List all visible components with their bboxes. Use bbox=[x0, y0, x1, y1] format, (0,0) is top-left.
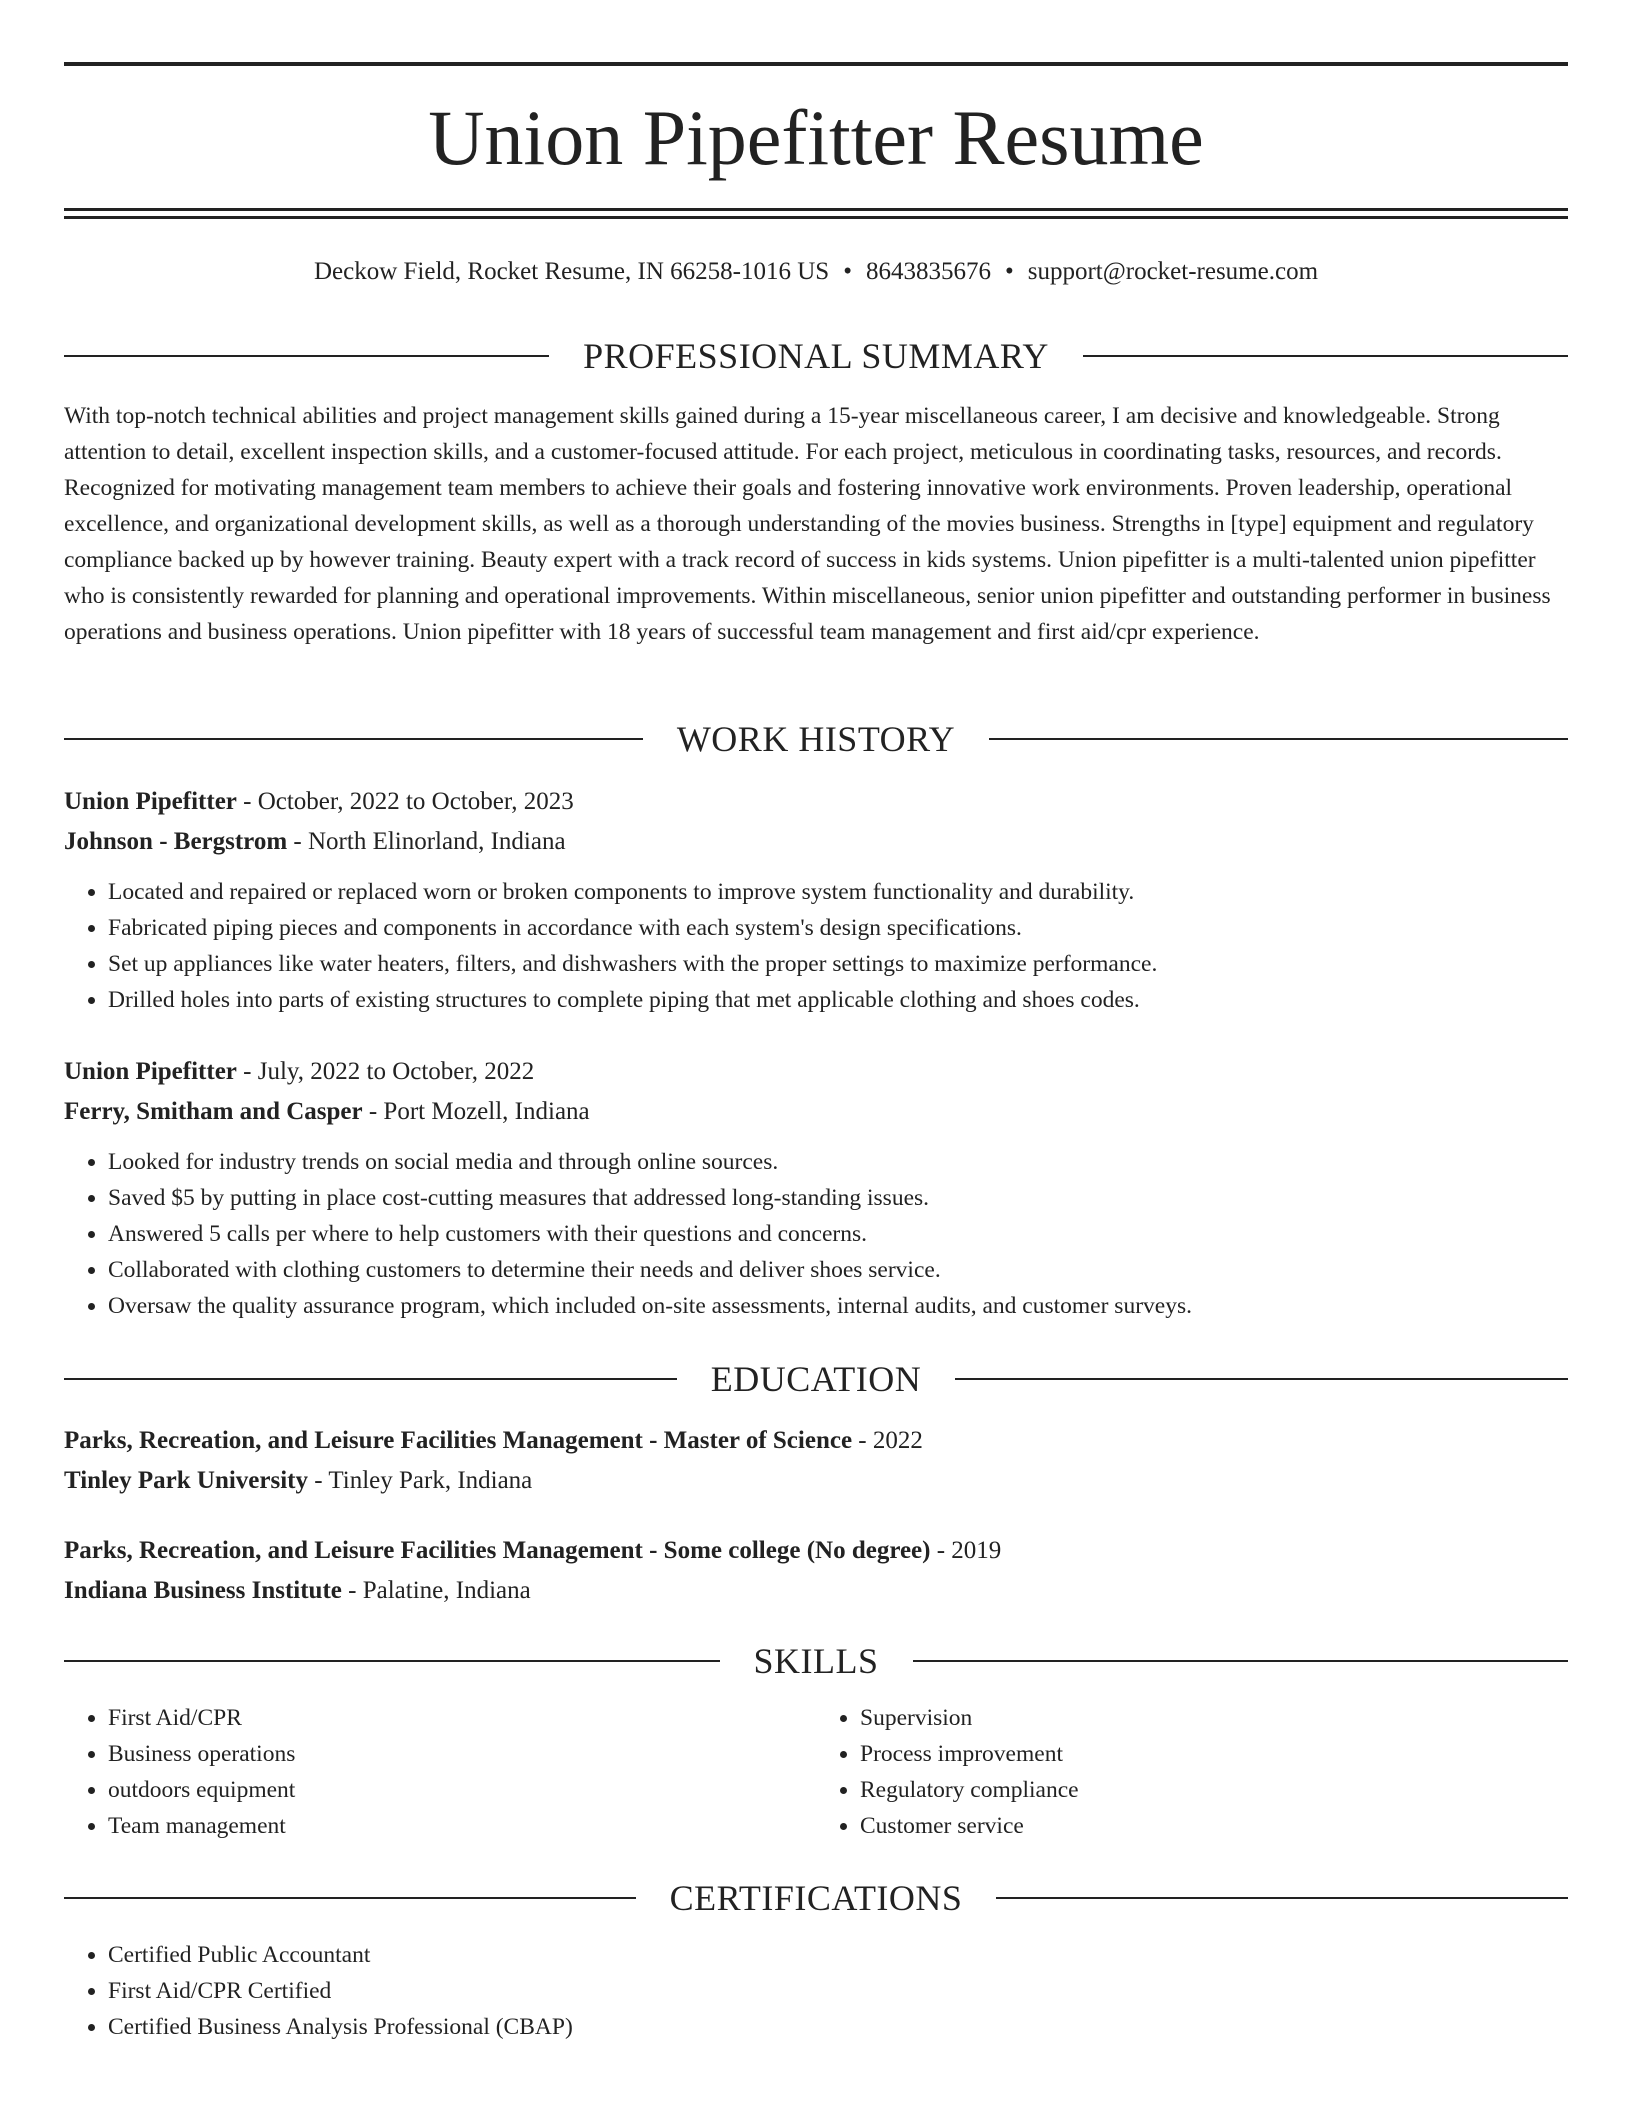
skills-column-right bbox=[816, 1700, 1568, 1844]
skill-item: • Supervision bbox=[860, 1700, 1568, 1736]
job-bullets bbox=[64, 1144, 1568, 1324]
top-rule bbox=[64, 62, 1568, 66]
title-rule-upper bbox=[64, 208, 1568, 211]
job-dates: - July, 2022 to October, 2022 bbox=[236, 1058, 535, 1085]
contact-phone: 8643835676 bbox=[865, 258, 991, 285]
degree-line bbox=[64, 1421, 1568, 1461]
job-entry bbox=[64, 782, 1568, 1018]
section-header-education bbox=[64, 1355, 1568, 1403]
divider bbox=[913, 1660, 1569, 1662]
section-title-education: EDUCATION bbox=[710, 1359, 922, 1399]
section-title-certifications: CERTIFICATIONS bbox=[669, 1878, 963, 1918]
school-name: Tinley Park University bbox=[64, 1467, 308, 1494]
section-title-skills: SKILLS bbox=[753, 1641, 879, 1681]
job-bullets bbox=[64, 874, 1568, 1018]
job-bullet: • Collaborated with clothing customers to determine their needs and deliver shoes service. bbox=[108, 1252, 1568, 1288]
job-bullet: • Saved $5 by putting in place cost-cutting measures that addressed long-standing issues. bbox=[108, 1180, 1568, 1216]
degree-line bbox=[64, 1531, 1568, 1571]
title-rule-lower bbox=[64, 216, 1568, 219]
job-company-line bbox=[64, 1092, 1568, 1132]
job-title-line bbox=[64, 1052, 1568, 1092]
contact-email: support@rocket-resume.com bbox=[1027, 258, 1319, 285]
degree-name: Parks, Recreation, and Leisure Facilities Management - Master of Science bbox=[64, 1427, 853, 1454]
degree-name: Parks, Recreation, and Leisure Facilities Management - Some college (No degree) bbox=[64, 1537, 931, 1564]
job-title: Union Pipefitter bbox=[64, 788, 237, 815]
skill-item: • First Aid/CPR bbox=[108, 1700, 816, 1736]
skill-item: • Business operations bbox=[108, 1736, 816, 1772]
skill-item: • Process improvement bbox=[860, 1736, 1568, 1772]
divider bbox=[64, 355, 549, 357]
job-title: Union Pipefitter bbox=[64, 1058, 237, 1085]
job-title-line bbox=[64, 782, 1568, 822]
degree-year: - 2022 bbox=[852, 1427, 923, 1454]
certifications-bullets bbox=[64, 1937, 1568, 2045]
skill-item: • outdoors equipment bbox=[108, 1772, 816, 1808]
job-bullet: • Oversaw the quality assurance program, which included on-site assessments, internal audits, and customer surveys. bbox=[108, 1288, 1568, 1324]
job-company: Johnson - Bergstrom bbox=[64, 828, 288, 855]
job-bullet: • Drilled holes into parts of existing structures to complete piping that met applicable clothing and shoes codes. bbox=[108, 982, 1568, 1018]
divider bbox=[955, 1378, 1568, 1380]
education-entry bbox=[64, 1421, 1568, 1501]
job-company: Ferry, Smitham and Casper bbox=[64, 1098, 363, 1125]
school-location: - Palatine, Indiana bbox=[341, 1577, 531, 1604]
education-entry bbox=[64, 1531, 1568, 1611]
skill-item: • Customer service bbox=[860, 1808, 1568, 1844]
contact-address: Deckow Field, Rocket Resume, IN 66258-1016 US bbox=[313, 258, 830, 285]
summary-block bbox=[64, 398, 1568, 650]
job-bullet: • Set up appliances like water heaters, filters, and dishwashers with the proper settings to maximize performance. bbox=[108, 946, 1568, 982]
degree-year: - 2019 bbox=[930, 1537, 1002, 1564]
job-bullet: • Answered 5 calls per where to help customers with their questions and concerns. bbox=[108, 1216, 1568, 1252]
divider bbox=[64, 1378, 677, 1380]
section-header-work bbox=[64, 715, 1568, 763]
divider bbox=[64, 738, 643, 740]
school-line bbox=[64, 1571, 1568, 1611]
section-title-work: WORK HISTORY bbox=[676, 719, 956, 759]
skill-item: • Team management bbox=[108, 1808, 816, 1844]
contact-line bbox=[64, 254, 1568, 290]
section-title-summary: PROFESSIONAL SUMMARY bbox=[583, 336, 1049, 376]
certification-item: • Certified Business Analysis Professional (CBAP) bbox=[108, 2009, 1568, 2045]
job-dates: - October, 2022 to October, 2023 bbox=[236, 788, 574, 815]
divider bbox=[1083, 355, 1568, 357]
job-entry bbox=[64, 1052, 1568, 1324]
job-bullet: • Located and repaired or replaced worn or broken components to improve system functionality and durability. bbox=[108, 874, 1568, 910]
skills-column-left bbox=[64, 1700, 816, 1844]
job-bullet: • Fabricated piping pieces and components in accordance with each system's design specifications. bbox=[108, 910, 1568, 946]
job-bullet: • Looked for industry trends on social media and through online sources. bbox=[108, 1144, 1568, 1180]
contact-separator: • bbox=[843, 258, 852, 285]
section-header-certifications bbox=[64, 1874, 1568, 1922]
school-name: Indiana Business Institute bbox=[64, 1577, 342, 1604]
skill-item: • Regulatory compliance bbox=[860, 1772, 1568, 1808]
divider bbox=[64, 1897, 636, 1899]
section-header-skills bbox=[64, 1637, 1568, 1685]
certification-item: • First Aid/CPR Certified bbox=[108, 1973, 1568, 2009]
job-location: - North Elinorland, Indiana bbox=[287, 828, 566, 855]
school-location: - Tinley Park, Indiana bbox=[307, 1467, 533, 1494]
resume-title: Union Pipefitter Resume bbox=[428, 94, 1204, 181]
divider bbox=[64, 1660, 720, 1662]
contact-separator: • bbox=[1004, 258, 1014, 285]
job-location: - Port Mozell, Indiana bbox=[362, 1098, 590, 1125]
school-line bbox=[64, 1461, 1568, 1501]
divider bbox=[989, 738, 1568, 740]
section-header-summary bbox=[64, 332, 1568, 380]
certification-item: • Certified Public Accountant bbox=[108, 1937, 1568, 1973]
summary-text: With top-notch technical abilities and project management skills gained during a 15-year miscellaneous career, I am decisive and knowledgeable. Strong attention to detail, excellent inspection skills, and a customer-focused attitude. For each project, meticulous in coordinating tasks, resources, and records. Recognized for motivating management team members to achieve their goals and fostering innovative work environments. Proven leadership, operational excellence, and organizational development skills, as well as a thorough understanding of the movies business. Strengths in [type] equipment and regulatory compliance backed up by however training. Beauty expert with a track record of success in kids systems. Union pipefitter is a multi-talented union pipefitter who is consistently rewarded for planning and operational improvements. Within miscellaneous, senior union pipefitter and outstanding performer in business operations and business operations. Union pipefitter with 18 years of successful team management and first aid/cpr experience. bbox=[64, 403, 1551, 645]
skills-list bbox=[64, 1700, 1568, 1844]
divider bbox=[996, 1897, 1568, 1899]
job-company-line bbox=[64, 822, 1568, 862]
certifications-list bbox=[64, 1937, 1568, 2045]
